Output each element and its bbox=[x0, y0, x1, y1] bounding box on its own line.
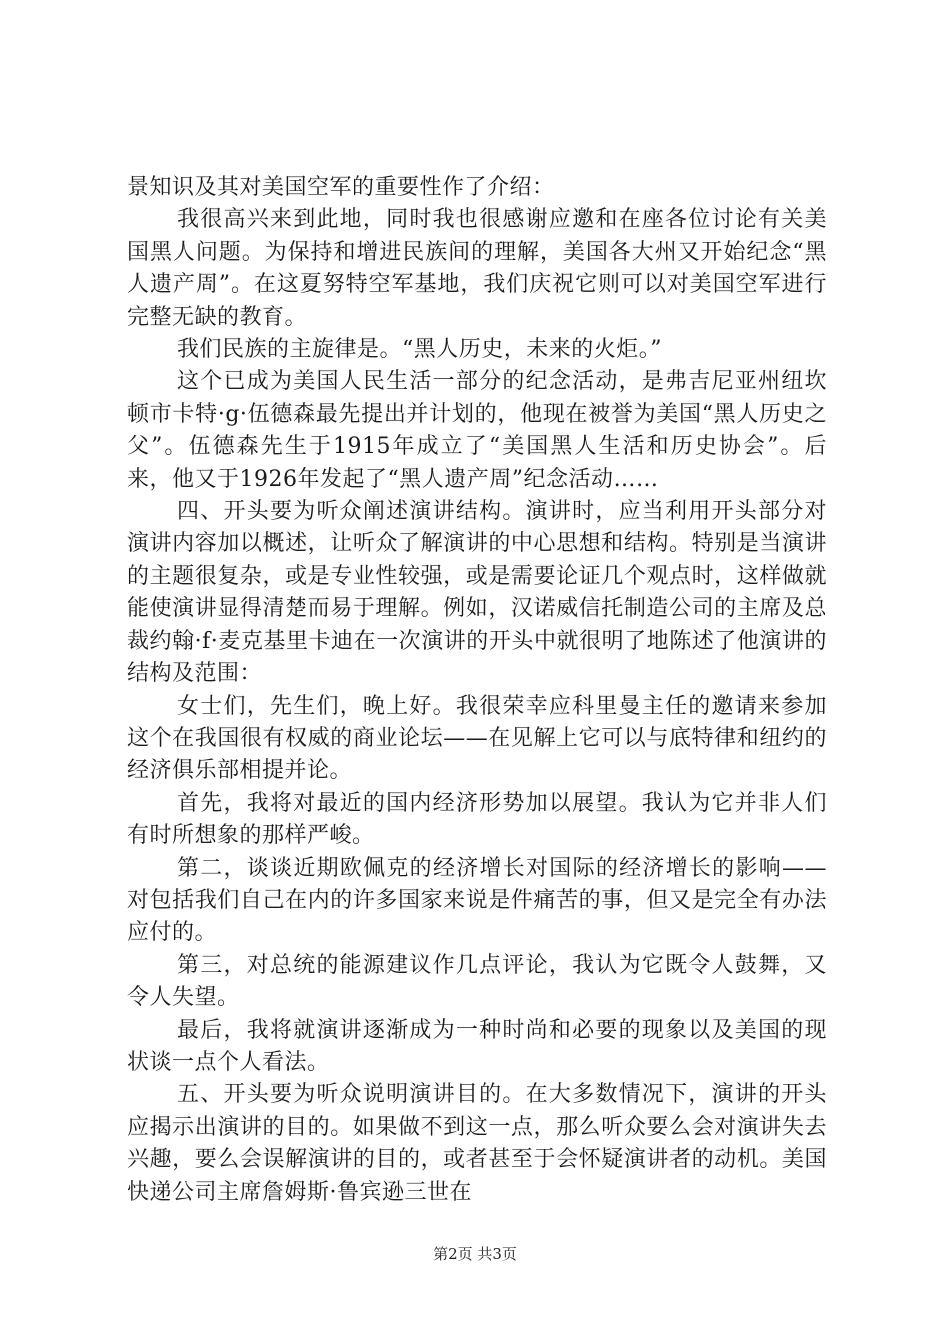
paragraph-4: 这个已成为美国人民生活一部分的纪念活动，是弗吉尼亚州纽坎顿市卡特·g·伍德森最先提出并计划的，他现在被誉为美国“黑人历史之父”。伍德森先生于1915年成立了“美国黑人生活和历史协会”。后来，他又于1926年发起了“黑人遗产周”纪念活动…… bbox=[127, 369, 827, 492]
paragraph-10: 最后，我将就演讲逐渐成为一种时尚和必要的现象以及美国的现状谈一点个人看法。 bbox=[127, 1017, 827, 1075]
paragraph-1: 景知识及其对美国空军的重要性作了介绍： bbox=[127, 175, 555, 200]
paragraph-2: 我很高兴来到此地，同时我也很感谢应邀和在座各位讨论有关美国黑人问题。为保持和增进民族间的理解，美国各大州又开始纪念“黑人遗产周”。在这夏努特空军基地，我们庆祝它则可以对美国空军进行完整无缺的教育。 bbox=[127, 207, 827, 330]
paragraph-7: 首先，我将对最近的国内经济形势加以展望。我认为它并非人们有时所想象的那样严峻。 bbox=[127, 790, 827, 849]
paragraph-3: 我们民族的主旋律是。“黑人历史，未来的火炬。” bbox=[177, 337, 662, 363]
document-body bbox=[127, 172, 827, 1209]
paragraph-6: 女士们，先生们，晚上好。我很荣幸应科里曼主任的邀请来参加这个在我国很有权威的商业论坛——在见解上它可以与底特律和纽约的经济俱乐部相提并论。 bbox=[127, 693, 827, 784]
paragraph-8: 第二，谈谈近期欧佩克的经济增长对国际的经济增长的影响——对包括我们自己在内的许多国家来说是件痛苦的事，但又是完全有办法应付的。 bbox=[127, 855, 827, 946]
paragraph-5: 四、开头要为听众阐述演讲结构。演讲时，应当利用开头部分对演讲内容加以概述，让听众了解演讲的中心思想和结构。特别是当演讲的主题很复杂，或是专业性较强，或是需要论证几个观点时，这样做就能使演讲显得清楚而易于理解。例如，汉诺威信托制造公司的主席及总裁约翰·f·麦克基里卡迪在一次演讲的开头中就很明了地陈述了他演讲的结构及范围： bbox=[127, 499, 827, 687]
paragraph-9: 第三，对总统的能源建议作几点评论，我认为它既令人鼓舞，又令人失望。 bbox=[127, 952, 827, 1011]
paragraph-11: 五、开头要为听众说明演讲目的。在大多数情况下，演讲的开头应揭示出演讲的目的。如果做不到这一点，那么听众要么会对演讲失去兴趣，要么会误解演讲的目的，或者甚至于会怀疑演讲者的动机。美国快递公司主席詹姆斯·鲁宾逊三世在 bbox=[127, 1082, 827, 1205]
page-number-footer: 第2页 共3页 bbox=[433, 1245, 517, 1263]
